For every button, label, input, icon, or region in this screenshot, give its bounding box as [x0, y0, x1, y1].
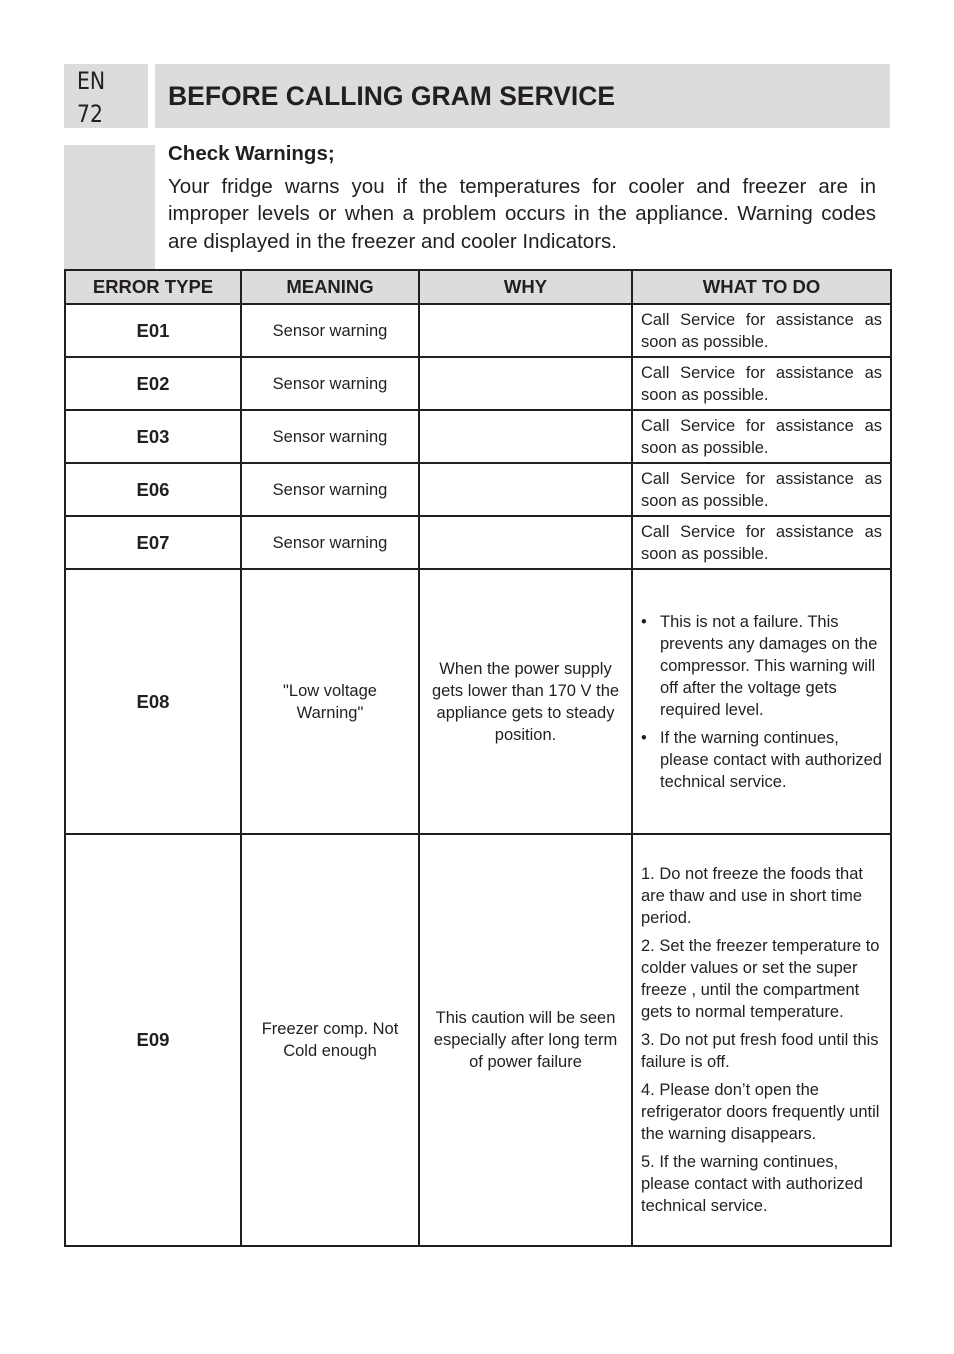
- error-why: This caution will be seen especially after long term of power failure: [419, 834, 632, 1246]
- list-item: 4. Please don’t open the refrigerator doors frequently until the warning disappears.: [641, 1081, 880, 1143]
- page-title: BEFORE CALLING GRAM SERVICE: [155, 64, 890, 128]
- error-what-to-do: [632, 569, 891, 834]
- language-code: EN: [77, 67, 106, 95]
- table-row: [65, 834, 891, 1246]
- error-what-to-do: Call Service for assistance as soon as possible.: [632, 357, 891, 410]
- error-meaning: Sensor warning: [241, 516, 419, 569]
- error-why: [419, 357, 632, 410]
- error-why: [419, 410, 632, 463]
- table-row: [65, 516, 891, 569]
- error-code: E09: [65, 834, 241, 1246]
- table-row: [65, 357, 891, 410]
- column-header-why: WHY: [419, 270, 632, 304]
- error-meaning: "Low voltage Warning": [241, 569, 419, 834]
- error-what-to-do: [632, 834, 891, 1246]
- table-row: [65, 410, 891, 463]
- what-to-do-list: [641, 611, 882, 793]
- list-item: 3. Do not put fresh food until this failure is off.: [641, 1031, 879, 1071]
- error-code: E02: [65, 357, 241, 410]
- list-item: • This is not a failure. This prevents any damages on the compressor. This warning will off after the voltage gets required level.: [641, 611, 882, 721]
- page-marker: [64, 64, 148, 128]
- list-item: 2. Set the freezer temperature to colder values or set the super freeze , until the compartment gets to normal temperature.: [641, 937, 880, 1021]
- error-codes-table: [64, 269, 892, 1247]
- error-why: When the power supply gets lower than 170 V the appliance gets to steady position.: [419, 569, 632, 834]
- column-header-what-to-do: WHAT TO DO: [632, 270, 891, 304]
- intro-paragraph: Your fridge warns you if the temperatures for cooler and freezer are in improper levels or when a problem occurs in the appliance. Warning codes are displayed in the freezer and cooler Indicators.: [168, 175, 876, 253]
- column-header-error-type: ERROR TYPE: [65, 270, 241, 304]
- section-heading: Check Warnings;: [168, 142, 335, 165]
- list-item: 1. Do not freeze the foods that are thaw and use in short time period.: [641, 865, 863, 927]
- error-what-to-do: Call Service for assistance as soon as possible.: [632, 410, 891, 463]
- page-number: 72: [77, 100, 103, 128]
- error-meaning: Sensor warning: [241, 410, 419, 463]
- table-row: [65, 463, 891, 516]
- error-what-to-do: Call Service for assistance as soon as possible.: [632, 463, 891, 516]
- list-item: • If the warning continues, please contact with authorized technical service.: [641, 727, 882, 793]
- error-meaning: Sensor warning: [241, 304, 419, 357]
- list-item: 5. If the warning continues, please contact with authorized technical service.: [641, 1153, 863, 1215]
- error-code: E03: [65, 410, 241, 463]
- error-why: [419, 304, 632, 357]
- table-row: [65, 304, 891, 357]
- error-what-to-do: Call Service for assistance as soon as possible.: [632, 516, 891, 569]
- error-meaning: Sensor warning: [241, 357, 419, 410]
- error-what-to-do: Call Service for assistance as soon as possible.: [632, 304, 891, 357]
- error-code: E06: [65, 463, 241, 516]
- column-header-meaning: MEANING: [241, 270, 419, 304]
- error-meaning: Freezer comp. Not Cold enough: [241, 834, 419, 1246]
- error-code: E07: [65, 516, 241, 569]
- side-decoration: [64, 145, 155, 269]
- error-meaning: Sensor warning: [241, 463, 419, 516]
- what-to-do-steps: [641, 863, 882, 1217]
- error-why: [419, 463, 632, 516]
- error-why: [419, 516, 632, 569]
- table-header-row: [65, 270, 891, 304]
- error-code: E08: [65, 569, 241, 834]
- table-row: [65, 569, 891, 834]
- error-code: E01: [65, 304, 241, 357]
